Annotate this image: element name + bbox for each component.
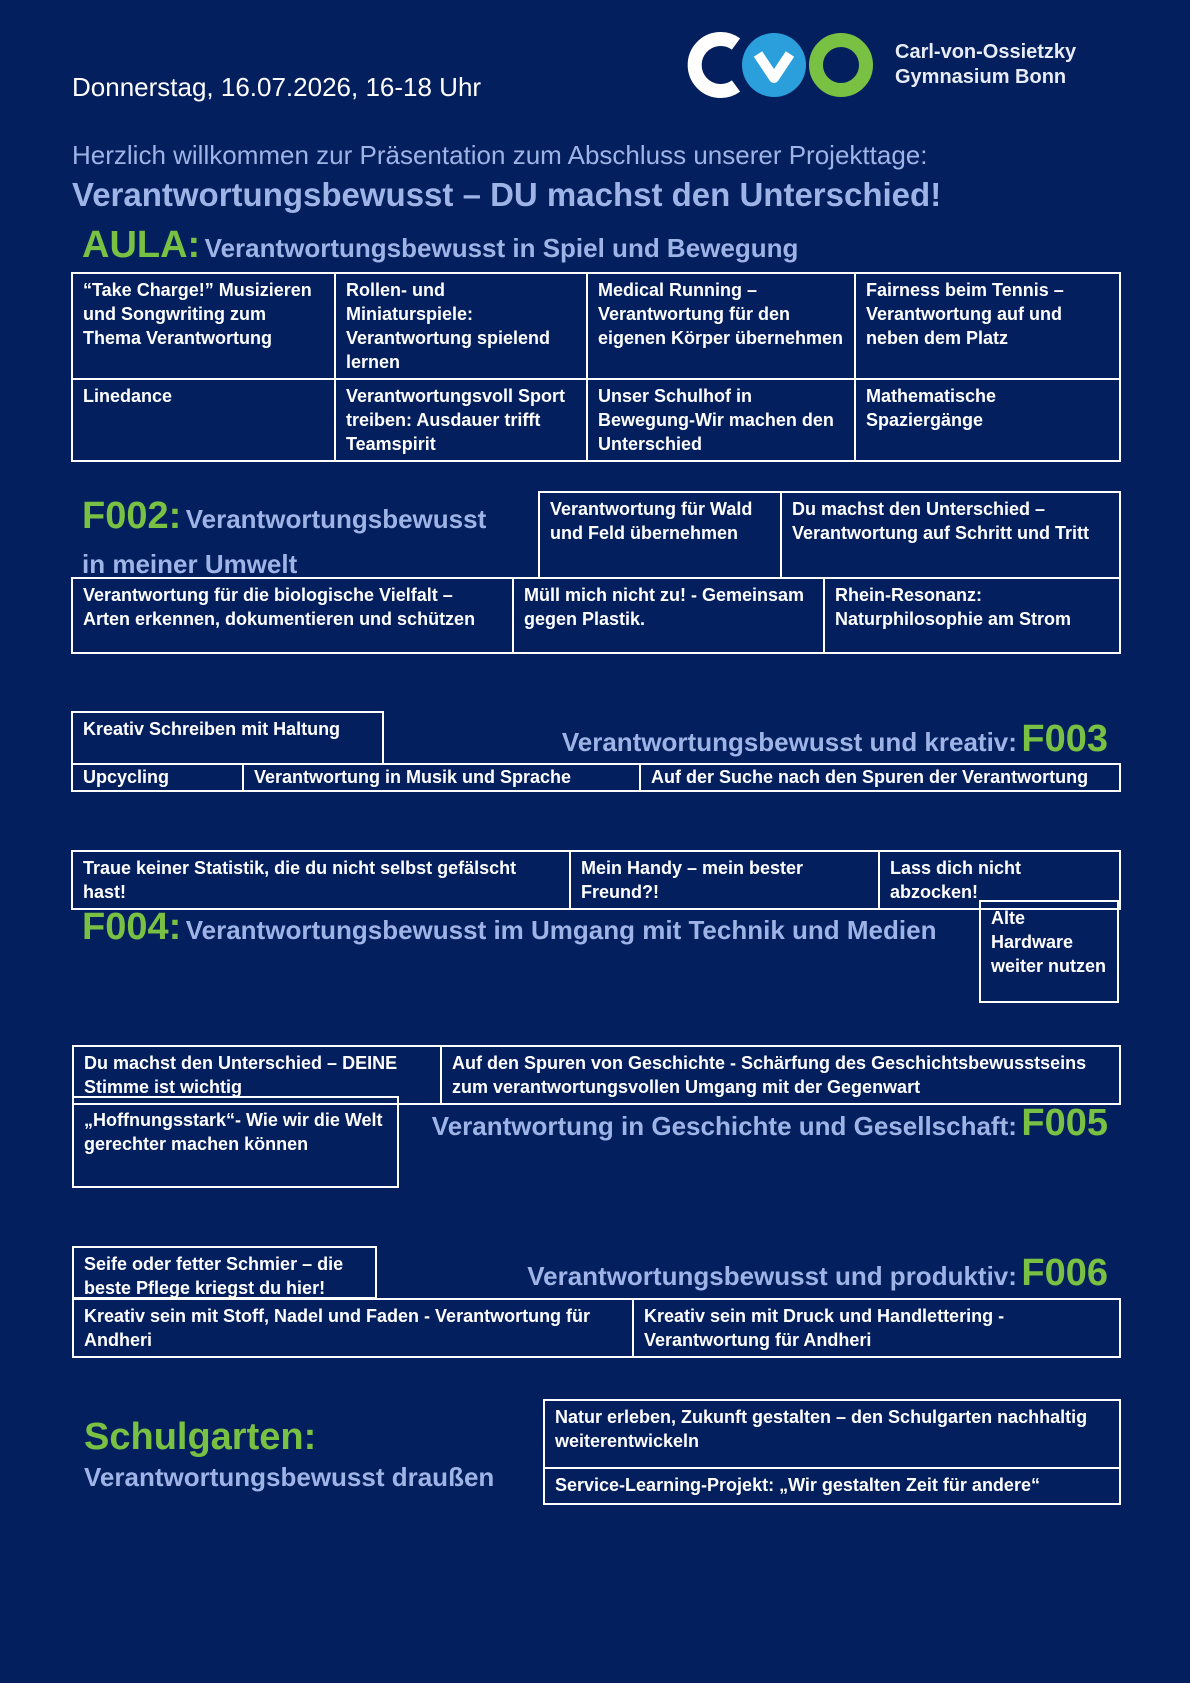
- project-cell: Rollen- und Miniaturspiele: Verantwortung spielend lernen: [335, 273, 587, 379]
- project-cell: Müll mich nicht zu! - Gemeinsam gegen Plastik.: [513, 578, 824, 653]
- table-row: [544, 1468, 1120, 1504]
- project-cell: Fairness beim Tennis – Verantwortung auf und neben dem Platz: [855, 273, 1120, 379]
- project-cell: Du machst den Unterschied – Verantwortung auf Schritt und Tritt: [781, 492, 1120, 578]
- table-row: [73, 1299, 1120, 1357]
- table-row: [72, 578, 1120, 653]
- f006-bottom-table: [72, 1298, 1121, 1358]
- room-code-f004: F004:: [82, 906, 182, 948]
- room-code-f005: F005: [1021, 1102, 1108, 1144]
- project-cell: Traue keiner Statistik, die du nicht selbst gefälscht hast!: [72, 851, 570, 909]
- table-row: [72, 273, 1120, 379]
- room-subtitle-f006: Verantwortungsbewusst und produktiv:: [527, 1261, 1017, 1291]
- school-name: [895, 40, 1076, 90]
- room-subtitle-f002: Verantwortungsbewusst: [185, 504, 487, 534]
- f005-heading: [432, 1102, 1108, 1145]
- project-cell: Verantwortungsvoll Sport treiben: Ausdauer trifft Teamspirit: [335, 379, 587, 461]
- aula-heading: [82, 224, 798, 267]
- project-cell: „Hoffnungsstark“- Wie wir die Welt gerechter machen können: [72, 1096, 399, 1188]
- table-row: [72, 764, 1120, 791]
- f004-top-table: [71, 850, 1121, 910]
- project-cell: Lass dich nicht abzocken!: [879, 851, 1120, 909]
- room-subtitle-f003: Verantwortungsbewusst und kreativ:: [561, 727, 1017, 757]
- project-cell: Seife oder fetter Schmier – die beste Pflege kriegst du hier!: [72, 1246, 377, 1299]
- table-row: [539, 492, 1120, 578]
- page-title: Verantwortungsbewusst – DU machst den Unterschied!: [72, 176, 942, 213]
- table-row: [544, 1400, 1120, 1468]
- garden-heading: [84, 1414, 494, 1494]
- room-code-aula: AULA:: [82, 224, 201, 266]
- project-cell: Kreativ sein mit Stoff, Nadel und Faden - Verantwortung für Andheri: [73, 1299, 633, 1357]
- project-cell: Mein Handy – mein bester Freund?!: [570, 851, 879, 909]
- room-code-f003: F003: [1021, 718, 1108, 760]
- f003-heading: [562, 718, 1108, 761]
- project-cell: Du machst den Unterschied – DEINE Stimme ist wichtig: [73, 1046, 441, 1104]
- table-row: [72, 379, 1120, 461]
- room-code-garden: Schulgarten:: [84, 1416, 317, 1458]
- f002-top-table: [538, 491, 1121, 579]
- project-cell: Service-Learning-Projekt: „Wir gestalten Zeit für andere“: [544, 1468, 1120, 1504]
- garden-table: [543, 1399, 1121, 1505]
- project-cell: Verantwortung für Wald und Feld übernehmen: [539, 492, 781, 578]
- aula-projects-table: [71, 272, 1121, 462]
- project-cell: Mathematische Spaziergänge: [855, 379, 1120, 461]
- room-subtitle-aula: Verantwortungsbewusst in Spiel und Bewegung: [204, 233, 799, 263]
- f004-heading: [82, 906, 936, 949]
- table-row: [72, 851, 1120, 909]
- event-date: Donnerstag, 16.07.2026, 16-18 Uhr: [72, 72, 482, 102]
- room-subtitle-f004: Verantwortungsbewusst im Umgang mit Technik und Medien: [185, 915, 937, 945]
- f002-heading: [82, 496, 522, 589]
- f003-bottom-table: [71, 763, 1121, 792]
- room-subtitle-garden: Verantwortungsbewusst draußen: [84, 1462, 495, 1492]
- project-cell: Verantwortung für die biologische Vielfalt – Arten erkennen, dokumentieren und schützen: [72, 578, 513, 653]
- project-cell: Rhein-Resonanz: Naturphilosophie am Strom: [824, 578, 1120, 653]
- project-cell: Upcycling: [72, 764, 243, 791]
- intro-text: Herzlich willkommen zur Präsentation zum Abschluss unserer Projekttage:: [72, 140, 928, 170]
- school-name-line2: Gymnasium Bonn: [895, 66, 1067, 88]
- room-subtitle-f005: Verantwortung in Geschichte und Gesellschaft:: [431, 1111, 1017, 1141]
- room-subtitle-f002-line2: in meiner Umwelt: [82, 549, 298, 579]
- project-cell: Verantwortung in Musik und Sprache: [243, 764, 640, 791]
- project-cell: Alte Hardware weiter nutzen: [979, 900, 1119, 1003]
- project-cell: Auf den Spuren von Geschichte - Schärfung des Geschichtsbewusstseins zum verantwortungsvollen Umgang mit der Gegenwart: [441, 1046, 1120, 1104]
- project-cell: “Take Charge!” Musizieren und Songwriting zum Thema Verantwortung: [72, 273, 335, 379]
- f002-bottom-table: [71, 577, 1121, 654]
- project-cell: Natur erleben, Zukunft gestalten – den Schulgarten nachhaltig weiterentwickeln: [544, 1400, 1120, 1468]
- project-cell: Medical Running – Verantwortung für den eigenen Körper übernehmen: [587, 273, 855, 379]
- room-code-f006: F006: [1021, 1252, 1108, 1294]
- project-cell: Auf der Suche nach den Spuren der Verantwortung: [640, 764, 1120, 791]
- room-code-f002: F002:: [82, 495, 182, 537]
- f006-heading: [527, 1252, 1108, 1295]
- project-cell: Kreativ sein mit Druck und Handlettering - Verantwortung für Andheri: [633, 1299, 1120, 1357]
- project-cell: Linedance: [72, 379, 335, 461]
- project-cell: Unser Schulhof in Bewegung-Wir machen den Unterschied: [587, 379, 855, 461]
- school-name-line1: Carl-von-Ossietzky: [895, 41, 1077, 63]
- project-cell: Kreativ Schreiben mit Haltung: [71, 711, 384, 765]
